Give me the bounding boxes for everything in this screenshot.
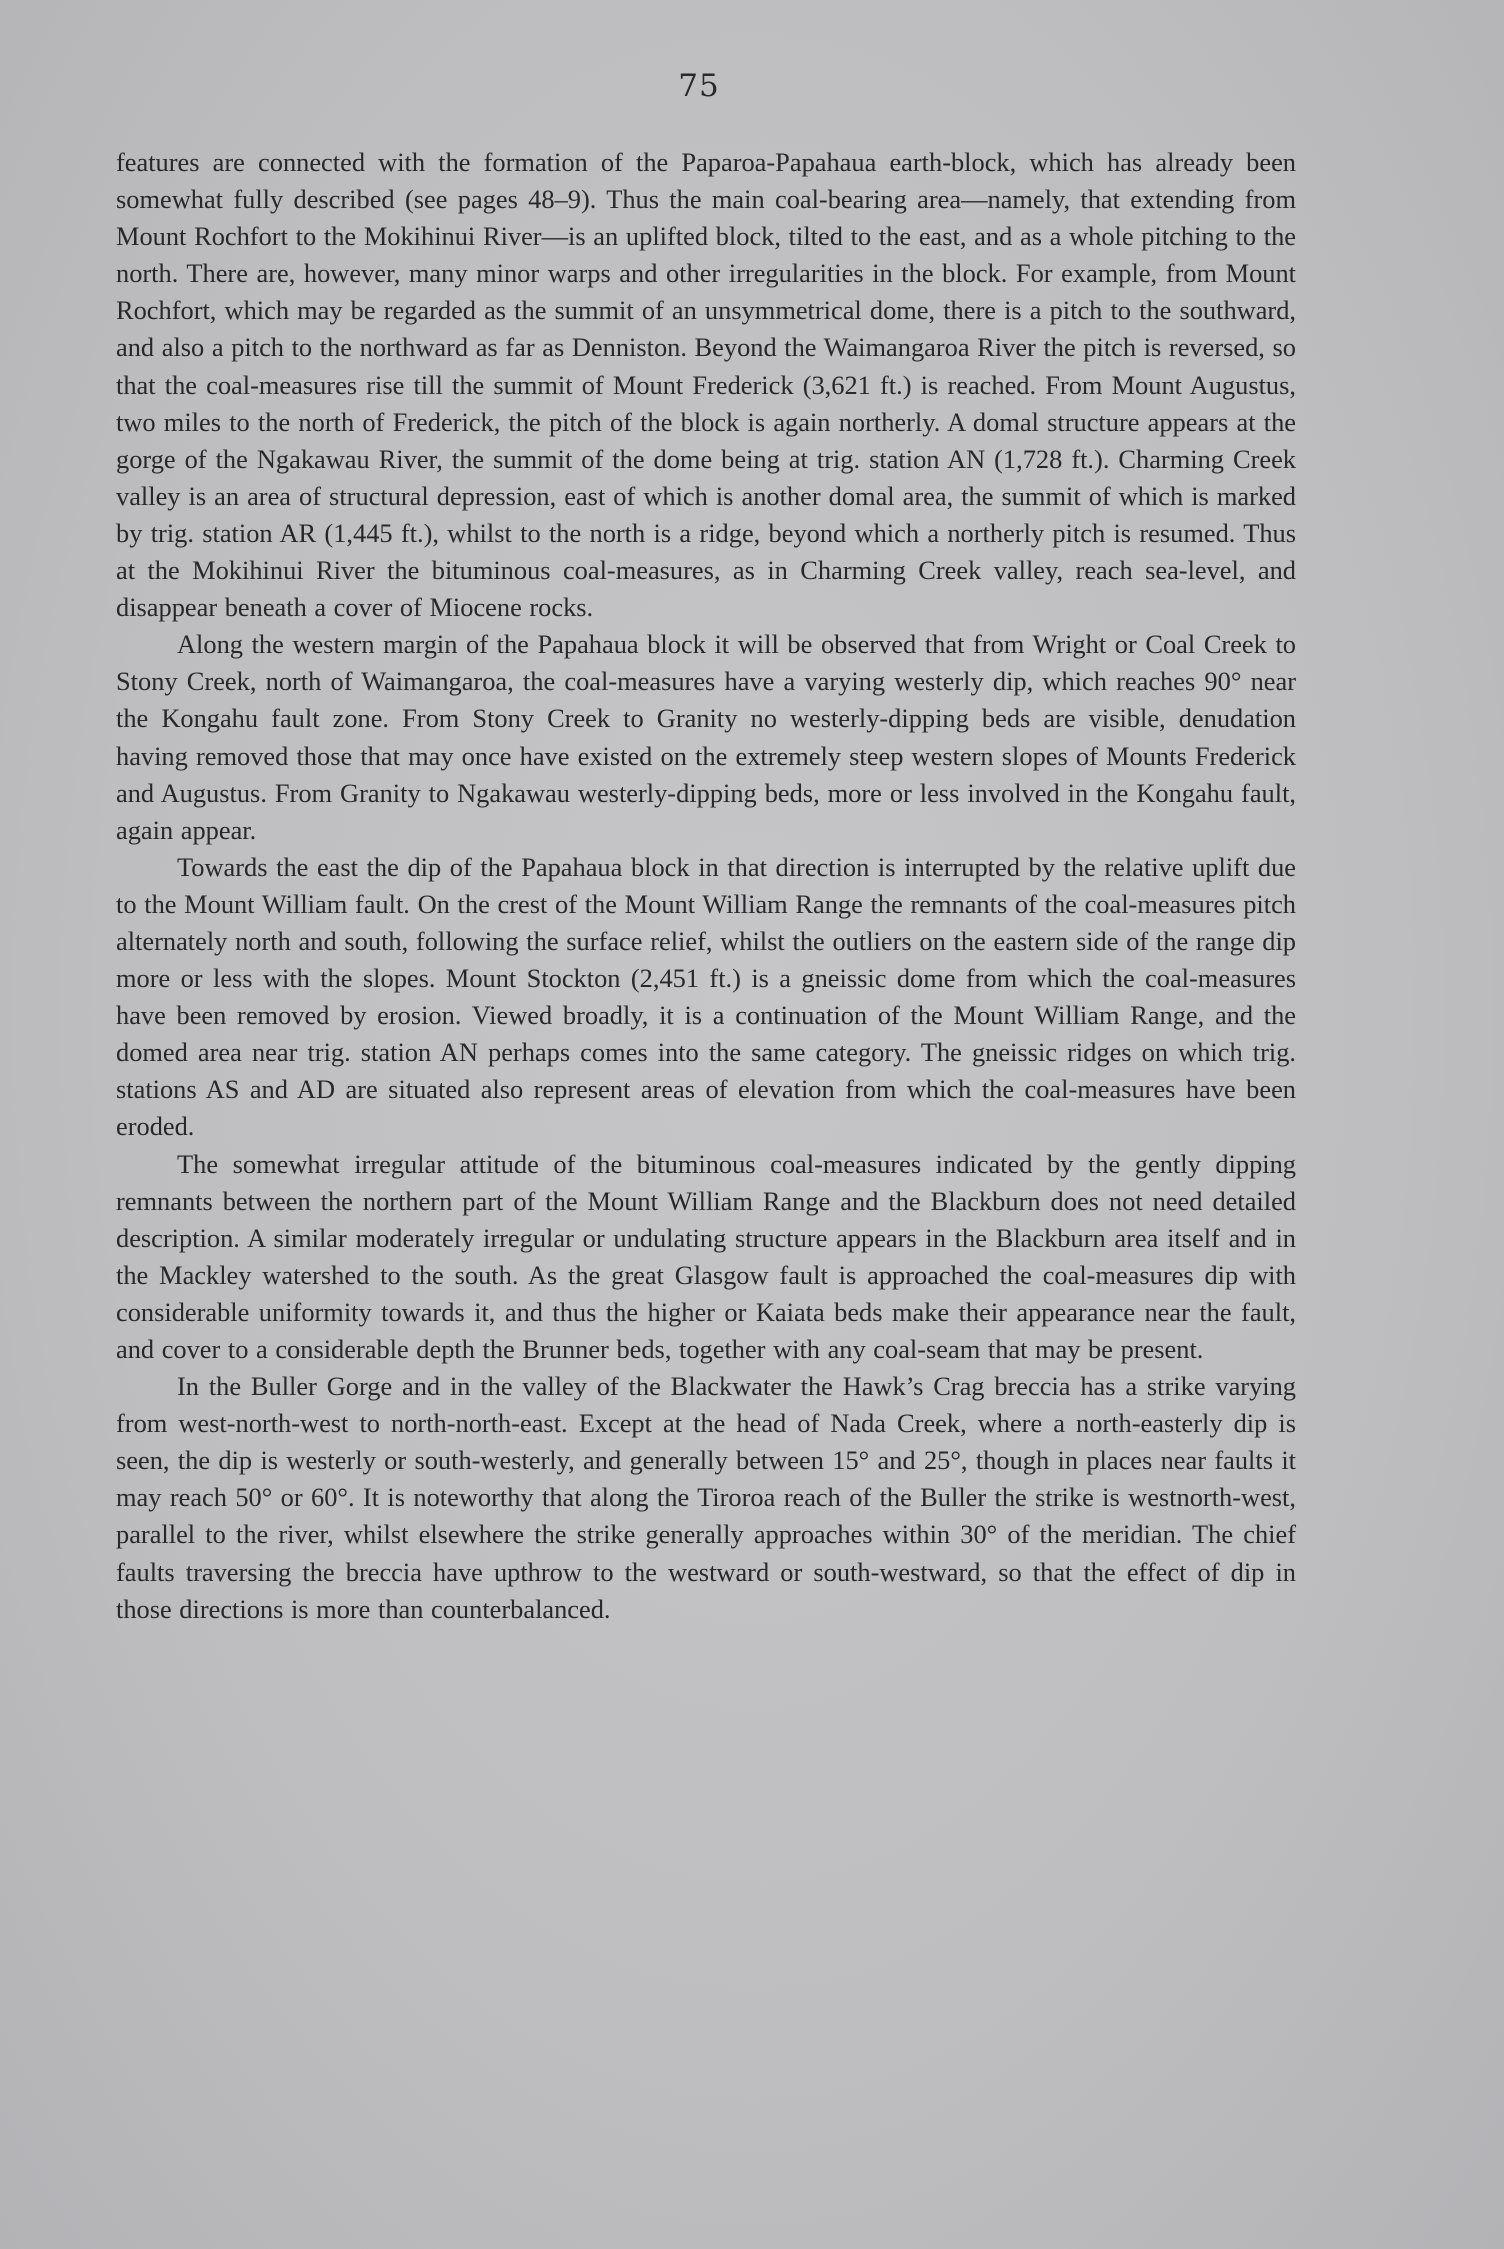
paragraph-eastern-dip: Towards the east the dip of the Papahaua block in that direction is interrupted by the relative uplift due to the Mount William fault. On the crest of the Mount William Range the remnants of the coal-measures pitch alternately north and south, following the surface relief, whilst the outliers on the eastern side of the range dip more or less with the slopes. Mount Stockton (2,451 ft.) is a gneissic dome from which the coal-measures have been removed by erosion. Viewed broadly, it is a continuation of the Mount William Range, and the domed area near trig. station AN perhaps comes into the same category. The gneissic ridges on which trig. stations AS and AD are situated also represent areas of elevation from which the coal-measures have been eroded. [116, 851, 1296, 1142]
paragraph-buller-gorge: In the Buller Gorge and in the valley of the Blackwater the Hawk’s Crag breccia has a strike varying from west-north-west to north-north-east. Except at the head of Nada Creek, where a north-easterly dip is seen, the dip is westerly or south-westerly, and generally between 15° and 25°, though in places near faults it may reach 50° or 60°. It is noteworthy that along the Tiroroa reach of the Buller the strike is westnorth-west, parallel to the river, whilst elsewhere the strike generally approaches within 30° of the meridian. The chief faults traversing the breccia have upthrow to the westward or south-westward, so that the effect of dip in those directions is more than counterbalanced. [116, 1371, 1296, 1624]
paragraph-blackburn-area: The somewhat irregular attitude of the bituminous coal-measures indicated by the gently dipping remnants between the northern part of the Mount William Range and the Blackburn does not need detailed description. A similar moderately irregular or undulating structure appears in the Blackburn area itself and in the Mackley watershed to the south. As the great Glasgow fault is approached the coal-measures dip with considerable uniformity towards it, and thus the higher or Kaiata beds make their appearance near the fault, and cover to a considerable depth the Brunner beds, together with any coal-seam that may be present. [116, 1148, 1296, 1364]
page-number: 75 [678, 68, 720, 104]
paragraph-structure-overview: features are connected with the formation of the Paparoa-Papahaua earth-block, which has already been somewhat fully described (see pages 48–9). Thus the main coal-bearing area—namely, that extending from Mount Rochfort to the Mokihinui River—is an uplifted block, tilted to the east, and as a whole pitching to the north. There are, however, many minor warps and other irregularities in the block. For example, from Mount Rochfort, which may be regarded as the summit of an unsymmetrical dome, there is a pitch to the southward, and also a pitch to the northward as far as Denniston. Beyond the Waimangaroa River the pitch is reversed, so that the coal-measures rise till the summit of Mount Frederick (3,621 ft.) is reached. From Mount Augustus, two miles to the north of Frederick, the pitch of the block is again northerly. A domal structure appears at the gorge of the Ngakawau River, the summit of the dome being at trig. station AN (1,728 ft.). Charming Creek valley is an area of structural depression, east of which is another domal area, the summit of which is marked by trig. station AR (1,445 ft.), whilst to the north is a ridge, beyond which a northerly pitch is resumed. Thus at the Mokihinui River the bituminous coal-measures, as in Charming Creek valley, reach sea-level, and disappear beneath a cover of Miocene rocks. [116, 147, 1296, 623]
paragraph-western-margin: Along the western margin of the Papahaua block it will be observed that from Wright or Coal Creek to Stony Creek, north of Waimangaroa, the coal-measures have a varying westerly dip, which reaches 90° near the Kongahu fault zone. From Stony Creek to Granity no westerly-dipping beds are visible, denudation having removed those that may once have existed on the extremely steep western slopes of Mounts Frederick and Augustus. From Granity to Ngakawau westerly-dipping beds, more or less involved in the Kongahu fault, again appear. [116, 629, 1296, 845]
body-text [116, 144, 1296, 1628]
